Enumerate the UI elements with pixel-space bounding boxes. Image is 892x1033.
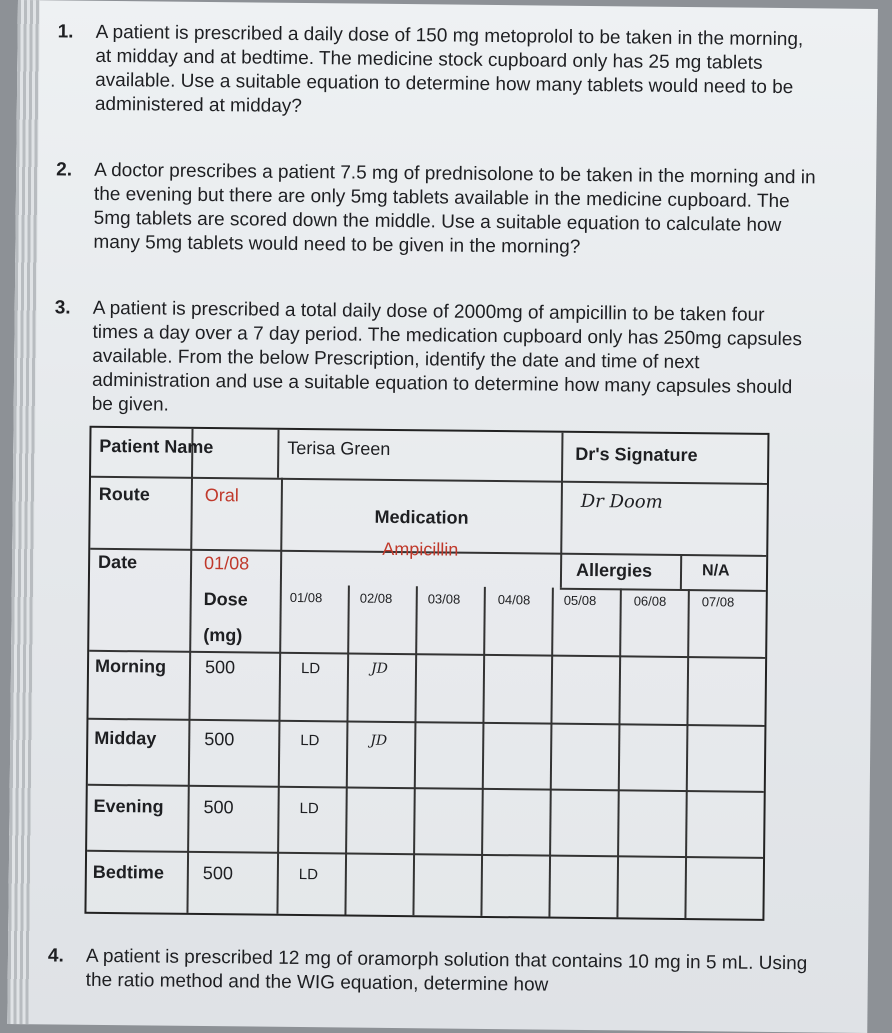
question-3	[54, 296, 815, 424]
grid-line	[186, 429, 193, 913]
date-label: Date	[98, 551, 138, 573]
row-dose: 500	[202, 862, 234, 884]
question-number: 1.	[57, 21, 74, 43]
question-1	[57, 20, 818, 124]
administration-mark: JD	[370, 660, 388, 677]
date-column-header: 05/08	[563, 592, 597, 609]
route-value: Oral	[204, 484, 239, 506]
row-time-evening: Evening	[93, 795, 164, 817]
question-number: 4.	[47, 945, 64, 967]
question-text: A doctor prescribes a patient 7.5 mg of prednisolone to be taken in the morning and in the evening but there are only 5mg tablets available in the medicine cupboard. The 5mg tablets are scored down the middle. Use a suitable equation to calculate how many 5mg tablets would need to be given in the morning?	[93, 159, 816, 258]
binding-edge	[7, 0, 40, 1024]
doctor-signature: Dr Doom	[580, 490, 663, 513]
date-column-header: 04/08	[497, 592, 531, 608]
question-2	[55, 158, 816, 262]
route-label: Route	[98, 483, 150, 505]
grid-line	[548, 588, 553, 917]
date-column-header: 06/08	[633, 593, 667, 609]
row-dose: 500	[204, 728, 235, 750]
date-value: 01/08	[204, 552, 250, 574]
date-column-header: 07/08	[701, 594, 735, 610]
question-text: A patient is prescribed 12 mg of oramorph solution that contains 10 mg in 5 mL. Using the ratio method and the WIG equation, determine how	[85, 945, 808, 996]
grid-line	[344, 585, 349, 914]
row-time-bedtime: Bedtime	[92, 861, 164, 883]
date-column-header: 03/08	[427, 591, 461, 607]
patient-name-label: Patient Name	[99, 435, 214, 458]
signature-label: Dr's Signature	[575, 443, 698, 466]
worksheet-page	[7, 0, 878, 1033]
row-time-morning: Morning	[94, 655, 167, 677]
row-time-midday: Midday	[94, 727, 157, 749]
administration-mark: LD	[300, 731, 320, 750]
grid-line	[680, 554, 682, 589]
prescription-chart	[84, 426, 769, 921]
allergies-label: Allergies	[575, 559, 653, 581]
question-number: 2.	[56, 159, 73, 181]
administration-mark: LD	[300, 660, 321, 678]
allergies-value: N/A	[701, 562, 730, 580]
administration-mark: LD	[299, 799, 319, 818]
medication-value: Ampicillin	[382, 538, 459, 560]
date-column-header: 02/08	[359, 590, 393, 606]
administration-mark: LD	[298, 865, 319, 884]
question-number: 3.	[54, 297, 71, 319]
row-dose: 500	[203, 796, 234, 818]
question-text: A patient is prescribed a daily dose of 150 mg metoprolol to be taken in the morning, at midday and at bedtime. The medicine stock cupboard only has 25 mg tablets available. Use a suitable equation to determine how many tablets would need to be administered at midday?	[94, 21, 804, 117]
dose-unit: (mg)	[203, 624, 243, 646]
grid-line	[412, 586, 417, 915]
patient-name-value: Terisa Green	[287, 437, 391, 459]
row-dose: 500	[204, 656, 236, 678]
grid-line	[480, 587, 485, 916]
grid-line	[616, 588, 621, 917]
grid-line	[560, 433, 563, 588]
grid-line	[560, 588, 766, 592]
question-4	[48, 944, 808, 1000]
administration-mark: JD	[370, 732, 388, 749]
medication-label: Medication	[374, 506, 469, 528]
date-column-header: 01/08	[289, 589, 323, 606]
grid-line	[684, 589, 689, 918]
grid-line	[276, 478, 282, 914]
question-text: A patient is prescribed a total daily dose of 2000mg of ampicillin to be taken four times a day over a 7 day period. The medication cupboard only has 250mg capsules available. From the below Prescription, identify the date and time of next administration and use a suitable equation to determine how many capsules should be given.	[91, 297, 803, 416]
dose-label: Dose	[203, 588, 248, 610]
grid-line	[277, 430, 279, 478]
